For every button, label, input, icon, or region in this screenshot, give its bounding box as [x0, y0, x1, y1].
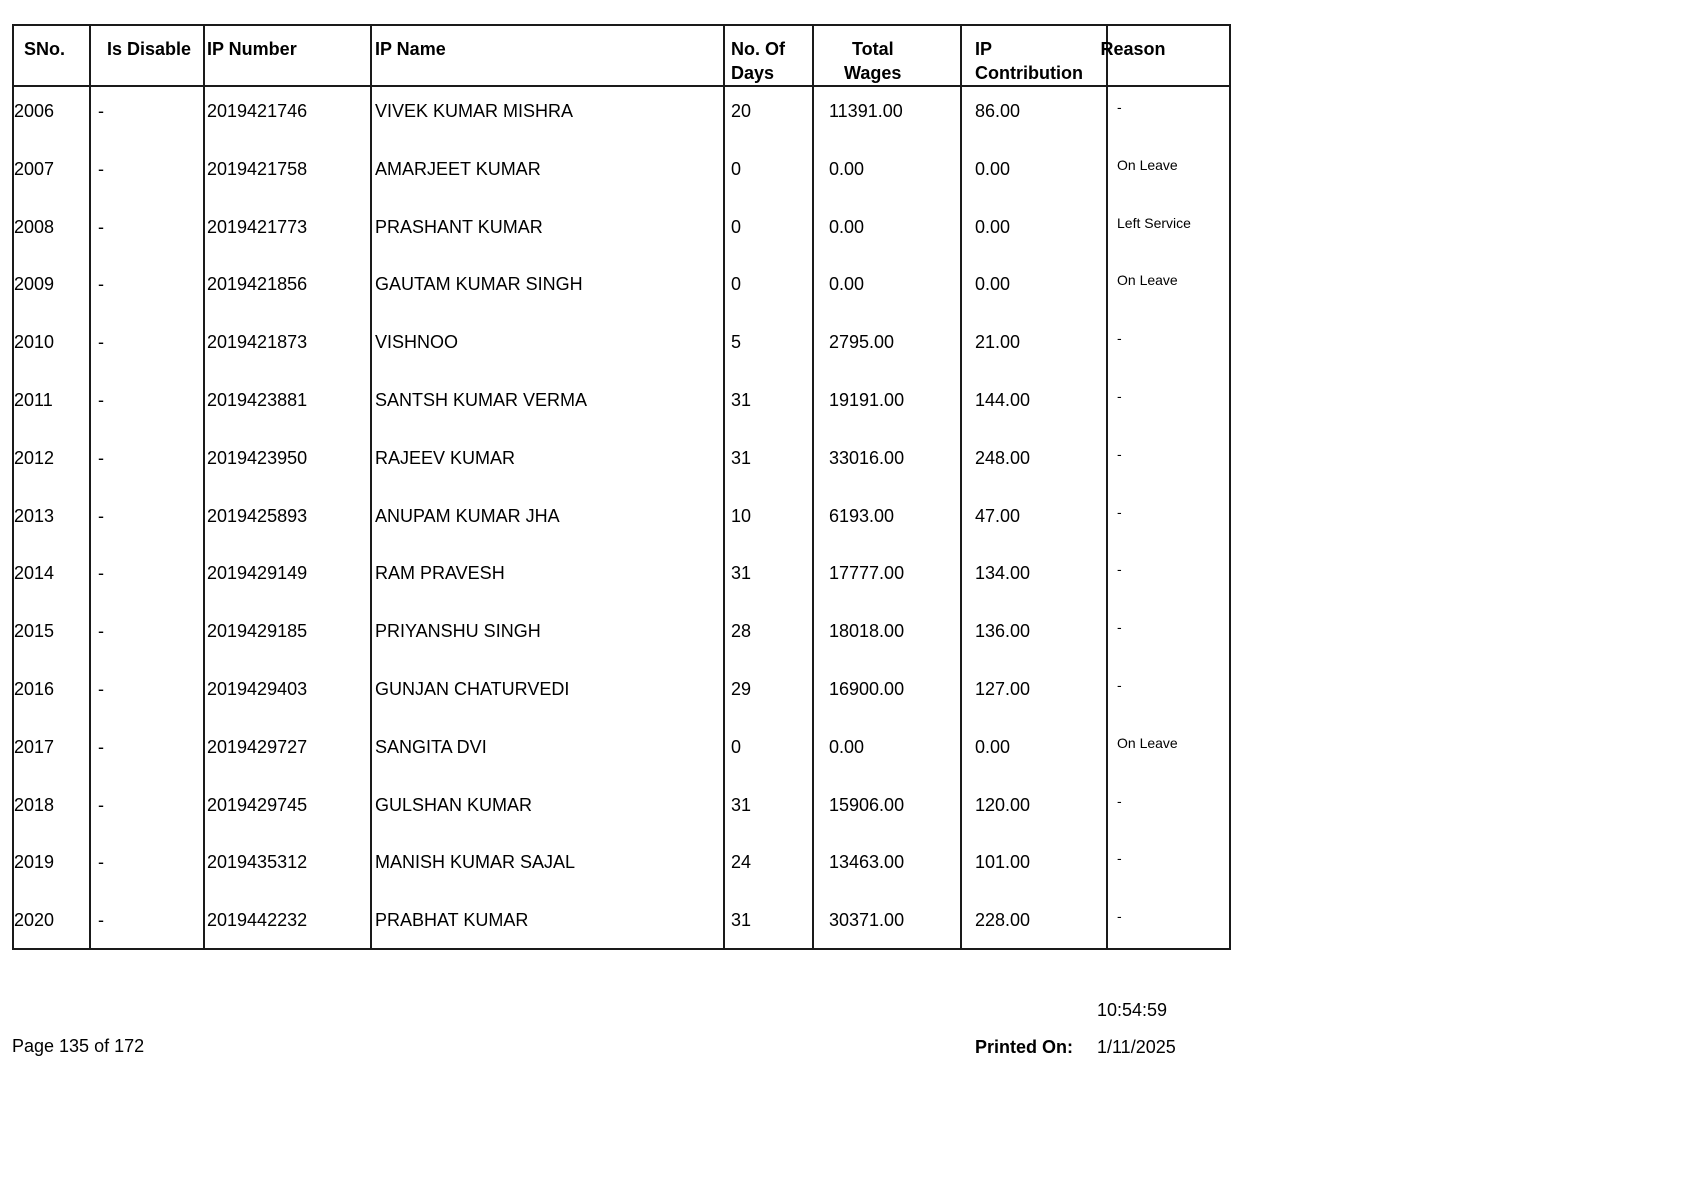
- cell-ip-number: 2019421758: [207, 159, 308, 179]
- column-header-total-wages: Total Wages: [844, 39, 902, 83]
- column-header-is-disable: Is Disable: [107, 39, 192, 59]
- cell-ip-contribution: 134.00: [975, 563, 1031, 583]
- cell-days: 0: [731, 159, 742, 179]
- cell-ip-contribution: 228.00: [975, 910, 1031, 930]
- cell-is-disable: -: [98, 217, 104, 237]
- cell-days: 5: [731, 332, 742, 352]
- printed-date: 1/11/2025: [1097, 1037, 1176, 1057]
- cell-total-wages: 19191.00: [829, 390, 905, 410]
- cell-days: 20: [731, 101, 752, 121]
- column-divider: [370, 26, 372, 948]
- column-header-reason: Reason: [1100, 39, 1166, 59]
- cell-ip-name: ANUPAM KUMAR JHA: [375, 506, 560, 526]
- column-header-ip-name: IP Name: [375, 39, 446, 59]
- cell-ip-contribution: 21.00: [975, 332, 1021, 352]
- cell-ip-name: SANGITA DVI: [375, 737, 487, 757]
- cell-reason: On Leave: [1117, 272, 1178, 288]
- cell-ip-name: VISHNOO: [375, 332, 459, 352]
- cell-ip-name: PRABHAT KUMAR: [375, 910, 529, 930]
- cell-reason: -: [1117, 619, 1122, 635]
- cell-is-disable: -: [98, 679, 104, 699]
- contribution-table: [12, 24, 1231, 950]
- cell-is-disable: -: [98, 101, 104, 121]
- page-number: Page 135 of 172: [12, 1036, 145, 1056]
- cell-is-disable: -: [98, 563, 104, 583]
- cell-ip-number: 2019429745: [207, 795, 308, 815]
- cell-sno: 2020: [14, 910, 55, 930]
- cell-reason: On Leave: [1117, 157, 1178, 173]
- cell-ip-number: 2019423950: [207, 448, 308, 468]
- cell-sno: 2013: [14, 506, 55, 526]
- cell-sno: 2009: [14, 274, 55, 294]
- column-divider: [1106, 26, 1108, 948]
- cell-reason: -: [1117, 677, 1122, 693]
- cell-sno: 2019: [14, 852, 55, 872]
- cell-days: 0: [731, 737, 742, 757]
- cell-days: 31: [731, 390, 752, 410]
- cell-total-wages: 17777.00: [829, 563, 905, 583]
- cell-is-disable: -: [98, 159, 104, 179]
- column-divider: [960, 26, 962, 948]
- cell-sno: 2015: [14, 621, 55, 641]
- cell-reason: On Leave: [1117, 735, 1178, 751]
- column-header-days: No. Of Days: [731, 39, 785, 83]
- cell-ip-name: PRASHANT KUMAR: [375, 217, 543, 237]
- cell-is-disable: -: [98, 332, 104, 352]
- cell-ip-name: RAM PRAVESH: [375, 563, 505, 583]
- cell-ip-number: 2019429149: [207, 563, 308, 583]
- cell-ip-name: AMARJEET KUMAR: [375, 159, 541, 179]
- cell-ip-contribution: 0.00: [975, 159, 1011, 179]
- cell-ip-contribution: 0.00: [975, 217, 1011, 237]
- cell-is-disable: -: [98, 852, 104, 872]
- cell-ip-name: GUNJAN CHATURVEDI: [375, 679, 570, 699]
- cell-ip-contribution: 0.00: [975, 737, 1011, 757]
- cell-total-wages: 16900.00: [829, 679, 905, 699]
- column-divider: [89, 26, 91, 948]
- cell-total-wages: 11391.00: [829, 101, 903, 121]
- cell-ip-contribution: 127.00: [975, 679, 1031, 699]
- cell-ip-number: 2019435312: [207, 852, 308, 872]
- cell-total-wages: 0.00: [829, 274, 865, 294]
- cell-reason: -: [1117, 99, 1122, 115]
- cell-ip-number: 2019429403: [207, 679, 308, 699]
- cell-is-disable: -: [98, 910, 104, 930]
- cell-ip-contribution: 136.00: [975, 621, 1031, 641]
- cell-ip-name: GAUTAM KUMAR SINGH: [375, 274, 583, 294]
- cell-ip-contribution: 86.00: [975, 101, 1021, 121]
- cell-is-disable: -: [98, 795, 104, 815]
- cell-ip-number: 2019421856: [207, 274, 308, 294]
- cell-reason: -: [1117, 561, 1122, 577]
- cell-is-disable: -: [98, 390, 104, 410]
- cell-days: 31: [731, 448, 752, 468]
- column-header-ip-contribution: IP Contribution: [975, 39, 1083, 83]
- cell-total-wages: 18018.00: [829, 621, 905, 641]
- cell-reason: -: [1117, 330, 1122, 346]
- cell-reason: -: [1117, 908, 1122, 924]
- cell-ip-number: 2019429727: [207, 737, 308, 757]
- cell-sno: 2016: [14, 679, 55, 699]
- header-divider: [14, 85, 1229, 87]
- cell-is-disable: -: [98, 448, 104, 468]
- printed-time: 10:54:59: [1097, 1000, 1168, 1020]
- cell-sno: 2008: [14, 217, 55, 237]
- cell-ip-number: 2019442232: [207, 910, 308, 930]
- column-divider: [203, 26, 205, 948]
- cell-sno: 2006: [14, 101, 55, 121]
- column-header-ip-number: IP Number: [207, 39, 297, 59]
- cell-reason: -: [1117, 850, 1122, 866]
- cell-ip-name: GULSHAN KUMAR: [375, 795, 533, 815]
- cell-sno: 2014: [14, 563, 55, 583]
- cell-reason: -: [1117, 446, 1122, 462]
- cell-days: 29: [731, 679, 752, 699]
- cell-ip-number: 2019423881: [207, 390, 308, 410]
- cell-is-disable: -: [98, 274, 104, 294]
- cell-days: 31: [731, 563, 752, 583]
- cell-ip-contribution: 144.00: [975, 390, 1031, 410]
- cell-sno: 2007: [14, 159, 55, 179]
- cell-total-wages: 0.00: [829, 217, 865, 237]
- cell-reason: -: [1117, 388, 1122, 404]
- cell-ip-name: RAJEEV KUMAR: [375, 448, 516, 468]
- cell-reason: -: [1117, 504, 1122, 520]
- cell-reason: Left Service: [1117, 215, 1191, 231]
- column-header-sno: SNo.: [24, 39, 66, 59]
- cell-ip-contribution: 0.00: [975, 274, 1011, 294]
- cell-ip-name: SANTSH KUMAR VERMA: [375, 390, 588, 410]
- cell-ip-number: 2019429185: [207, 621, 308, 641]
- cell-total-wages: 2795.00: [829, 332, 895, 352]
- cell-total-wages: 13463.00: [829, 852, 905, 872]
- cell-reason: -: [1117, 793, 1122, 809]
- cell-sno: 2010: [14, 332, 55, 352]
- cell-sno: 2017: [14, 737, 55, 757]
- column-divider: [723, 26, 725, 948]
- cell-sno: 2011: [14, 390, 53, 410]
- cell-total-wages: 6193.00: [829, 506, 895, 526]
- cell-ip-name: PRIYANSHU SINGH: [375, 621, 541, 641]
- cell-days: 10: [731, 506, 752, 526]
- cell-total-wages: 15906.00: [829, 795, 905, 815]
- cell-ip-contribution: 101.00: [975, 852, 1031, 872]
- cell-is-disable: -: [98, 506, 104, 526]
- cell-days: 31: [731, 795, 752, 815]
- cell-total-wages: 33016.00: [829, 448, 905, 468]
- cell-days: 24: [731, 852, 752, 872]
- cell-ip-number: 2019421773: [207, 217, 308, 237]
- cell-days: 0: [731, 217, 742, 237]
- cell-days: 31: [731, 910, 752, 930]
- cell-sno: 2018: [14, 795, 55, 815]
- cell-ip-name: VIVEK KUMAR MISHRA: [375, 101, 574, 121]
- cell-ip-contribution: 120.00: [975, 795, 1031, 815]
- cell-ip-contribution: 47.00: [975, 506, 1021, 526]
- cell-total-wages: 0.00: [829, 737, 865, 757]
- cell-ip-contribution: 248.00: [975, 448, 1031, 468]
- cell-ip-number: 2019421873: [207, 332, 308, 352]
- cell-ip-number: 2019421746: [207, 101, 308, 121]
- cell-ip-name: MANISH KUMAR SAJAL: [375, 852, 576, 872]
- cell-days: 0: [731, 274, 742, 294]
- cell-days: 28: [731, 621, 752, 641]
- printed-on-label: Printed On:: [975, 1037, 1073, 1057]
- cell-is-disable: -: [98, 621, 104, 641]
- column-divider: [812, 26, 814, 948]
- cell-total-wages: 30371.00: [829, 910, 905, 930]
- cell-ip-number: 2019425893: [207, 506, 308, 526]
- cell-sno: 2012: [14, 448, 55, 468]
- cell-is-disable: -: [98, 737, 104, 757]
- cell-total-wages: 0.00: [829, 159, 865, 179]
